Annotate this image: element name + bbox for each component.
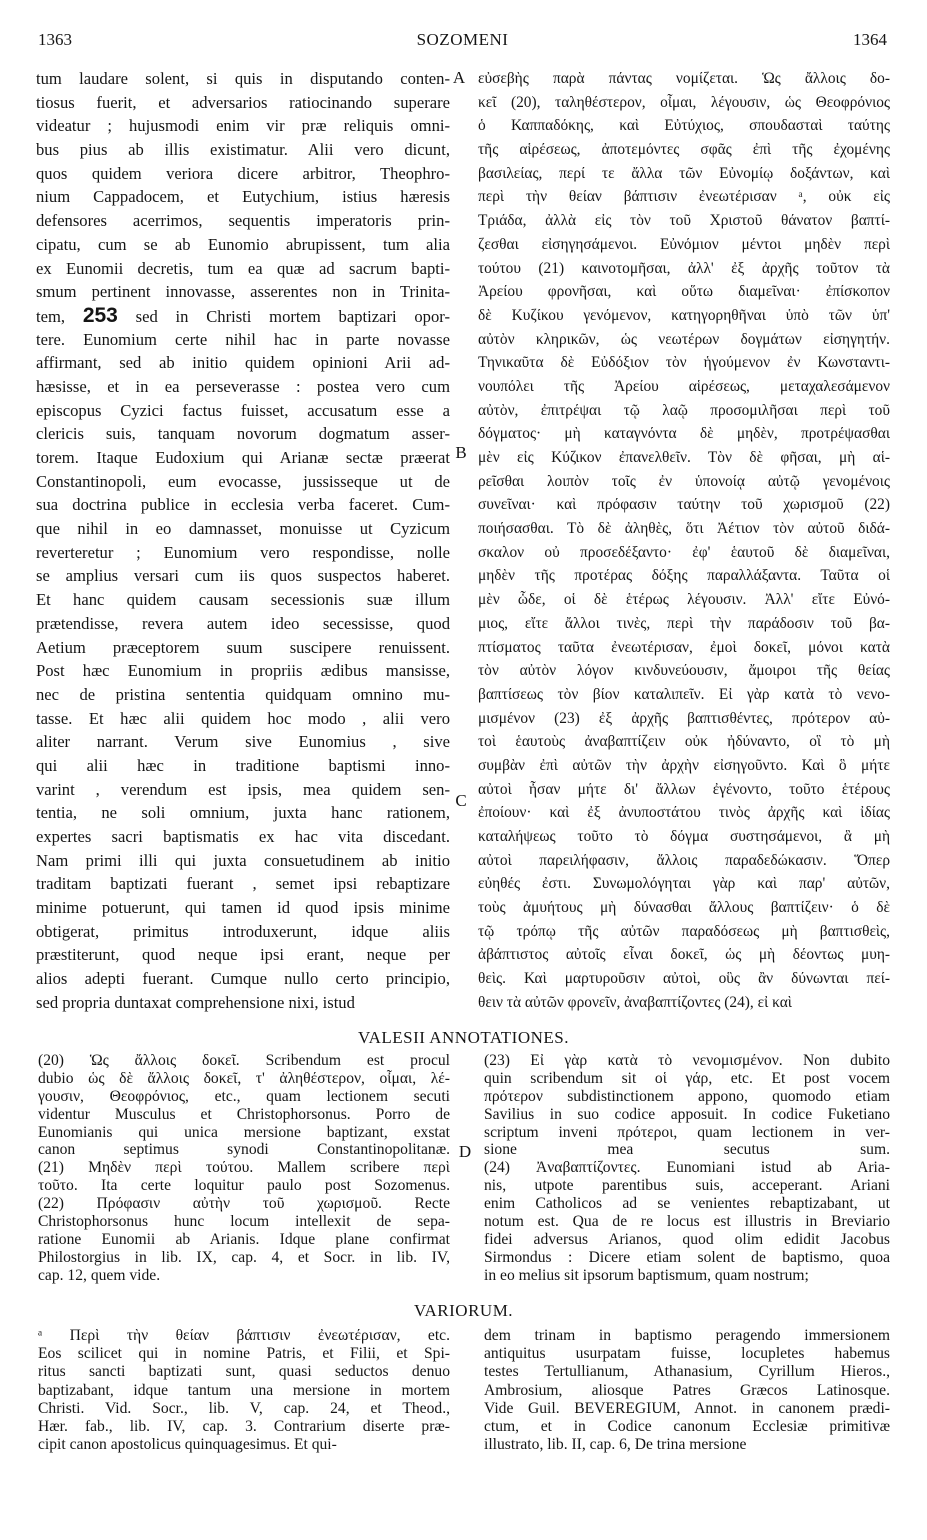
variorum-line: testes Tertullianum, Athanasium, Cyrillum Hieros.,: [484, 1363, 890, 1381]
greek-text-line: αὐτὸν κληρικῶν, ὡς νεωτέρων δογμάτων εἰσηγητήν.: [478, 330, 890, 348]
annotation-line: nis, utpote parentibus suis, acceperant. Ariani: [484, 1177, 890, 1195]
greek-text-line: μὲν εἰς Κύζικον ἐπανελθεῖν. Τὸν δὲ φῆσαι, μὴ αἱ-: [478, 449, 890, 466]
annotation-line: Savilius in suo codice apposuit. In codice Fuketiano: [484, 1105, 890, 1123]
latin-text-line: episcopus Cyzici factus fuisset, accusatum esse a: [36, 400, 450, 420]
greek-text-line: εὐσεβὴς παρὰ πάντας νομίζεται. Ὡς ἄλλοις δο-: [478, 70, 890, 87]
greek-text-line: μηδὲν τῆς προτέρας δόξης παραλλάξαντα. Ταῦτα οἱ: [478, 567, 890, 585]
latin-text-line: varint , verendum est ipsis, mea quidem sen-: [36, 779, 450, 799]
greek-text-line: τοὶ ἑαυτοὺς ἀναβαπτίζειν οὐκ ἠδύναντο, οἳ τὸ μὴ: [478, 733, 890, 751]
greek-text-line: νουπόλει τῆς Ἀρείου αἱρέσεως, μεταχαλεσάμενον: [478, 377, 890, 395]
greek-text-line: κεῖ (20), ταληθέστερον, οἶμαι, λέγουσιν, ὡς Θεοφρόνιος: [478, 93, 890, 111]
latin-text-line: [36, 304, 450, 328]
annotation-line: cap. 12, quem vide.: [38, 1266, 161, 1284]
latin-text-line: Nam primi illi qui juxta consuetudinem ab initio: [36, 850, 450, 870]
margin-letter-a: A: [452, 68, 466, 87]
annotation-line: Sirmondus : Dicere etiam solent de baptismo, quoa: [484, 1248, 890, 1266]
greek-text-line: τὸν αὐτὸν λόγον κινδυνεύουσιν, ἄμοιροι τῆς θείας: [478, 662, 890, 680]
variorum-line: antiquitus usurpatam fuisse, locupletes habemus: [484, 1345, 890, 1363]
variorum-line: dem trinam in baptismo peragendo immersionem: [484, 1327, 890, 1344]
latin-text-line: smum pertinent innovasse, asserentes non in Trinita-: [36, 282, 450, 302]
annotation-line: Christophorsonus hunc locum intellexit de sepa-: [38, 1213, 450, 1231]
latin-text-line: obtigerat, primitus introduxerunt, idque aliis: [36, 921, 450, 941]
greek-text-line: αὐτοὶ ἦσαν μήτε δι' ἄλλων ἐγένοντο, τοῦτο ἑτέρους: [478, 780, 890, 798]
greek-text-line: μὲν ὧδε, οἱ δὲ ἑτέρως λέγουσιν. Ἀλλ' εἴτε Εὐνό-: [478, 591, 890, 609]
annotation-line: Philostorgius in lib. IX, cap. 4, et Socr. in lib. IV,: [38, 1248, 450, 1266]
latin-text-line: affirmant, sed ab initio quidem opinioni Arii ad-: [36, 353, 450, 373]
greek-text-line: ἐποίουν· καὶ ἐξ ἀνυποστάτου τινὸς ἀρχῆς καὶ ἰδίας: [478, 804, 890, 822]
greek-text-line: μισμένον (23) ἐξ ἀρχῆς βαπτισθέντες, πρότερον αὐ-: [478, 709, 890, 727]
greek-text-line: ρεῖσθαι λοιπὸν τοῖς ἐν ὑπονοίᾳ αὐτῷ γενομένοις: [478, 472, 890, 490]
latin-text-line: qui alii hæc in traditione baptismi inno-: [36, 755, 450, 775]
greek-text-line: βασιλείας, περί τε ἄλλα τῶν Εὐνομίῳ δοξάντων, καὶ: [478, 164, 890, 182]
annotation-line: (24) Ἀναβαπτίζοντες. Eunomiani istud ab Aria-: [484, 1159, 890, 1177]
greek-text-line: πτίσματος ταῦτα ἐνεωτέρισαν, ἐμοὶ δοκεῖ, μόνοι κατὰ: [478, 638, 890, 656]
greek-text-line: δόγματος· μὴ καταγνόντα δὲ μηδὲν, προτρέψασθαι: [478, 425, 890, 443]
greek-text-line: θεὶς. Καὶ μαρτυροῦσιν αὐτοὶ, οὓς ἂν δύνωνται πεί-: [478, 970, 890, 988]
running-title: SOZOMENI: [416, 30, 509, 49]
variorum-right-column: [484, 1327, 890, 1454]
greek-text-line: δὲ Κυζίκου γενόμενον, κατηγορηθῆναι ὑπὸ τῶν ὑπ': [478, 306, 890, 324]
latin-text-line: nium Cappadocem, et Eutychium, istius hæresis: [36, 187, 450, 207]
greek-text-line: ὁ Καππαδόκης, καὶ Εὐτύχιος, σπουδασταὶ ταύτης: [478, 117, 890, 135]
latin-text-line: que nihil in eo damnasset, monuisse ut Cyzicum: [36, 519, 450, 539]
greek-text-line: συνεῖναι· καὶ πρόφασιν ταύτην τοῦ χωρισμοῦ (22): [478, 496, 890, 514]
latin-text-line: bus pius ab illis existimatur. Alii vero dicunt,: [36, 140, 450, 160]
variorum-title: VARIORUM.: [413, 1301, 514, 1320]
page-header: [38, 30, 887, 56]
latin-text-line: tere. Eunomium certe nihil hac in parte novasse: [36, 329, 450, 349]
greek-text-line: εὐηθές ἐστι. Συνωμολόγηται γὰρ καὶ παρ' αὐτῶν,: [478, 875, 890, 893]
annotation-line: fidei adversus Arianos, quod olim edidit Jacobus: [484, 1230, 890, 1248]
annotation-line: γουσιν, Θεοφρόνιος, etc., quam lectionem secuti: [38, 1087, 450, 1105]
latin-text-line: aliter narrant. Verum sive Eunomius , sive: [36, 732, 450, 752]
variorum-line: cipit canon apostolicus quinquagesimus. Et qui-: [38, 1436, 337, 1454]
annotation-line: videntur Musculus et Christophorsonus. Porro de: [38, 1105, 450, 1123]
annotations-title: VALESII ANNOTATIONES.: [358, 1028, 569, 1047]
variorum-line: baptizabant, idque tantum una mersione in mortem: [38, 1381, 450, 1399]
greek-column: [478, 67, 890, 1015]
left-page-number: 1363: [38, 30, 72, 49]
original-page-number: 253: [82, 303, 118, 327]
latin-text-line: cipatu, cum se ab Eunomio abrupissent, tum alia: [36, 234, 450, 254]
greek-text-line: Ἀρείου φρονῆσαι, καὶ οὕτω διαμεῖναι· ἐπίσκοπον: [478, 283, 890, 301]
greek-text-line: βαπτίσεως τὸν βίον καταλιπεῖν. Εἰ γὰρ κατὰ τὸ νενο-: [478, 685, 890, 703]
latin-text-line: minime potuerunt, qui tamen id quod ipsis minime: [36, 898, 450, 918]
margin-letter-d: D: [458, 1142, 472, 1161]
greek-text-line: σκαλον οὐ προσεδέξαντο· ἐφ' ἑαυτοῦ δὲ διαμεῖναι,: [478, 543, 890, 561]
greek-text-line: τῆς αἱρέσεως, ἀποτεμόντες σφᾶς ἐπὶ τῆς ἐχομένης: [478, 141, 890, 159]
variorum-line: Hær. fab., lib. IV, cap. 3. Contrarium diserte præ-: [38, 1417, 450, 1435]
greek-text-line: μιος, εἴτε ἄλλοι τινὲς, περὶ τὴν παράδοσιν τοῦ βα-: [478, 614, 890, 632]
latin-text-line: defensores acerrimos, sequentis imperatoris prin-: [36, 211, 450, 231]
greek-text-line: συμβὰν ἐπὶ αὐτῶν τὴν ἀρχὴν εἰσηγοῦντο. Καὶ ὃ μήτε: [478, 756, 890, 774]
latin-text-line: clericis suis, tanquam novorum dogmatum asser-: [36, 424, 450, 444]
latin-line-prefix: tem,: [36, 306, 83, 326]
variorum-line: ritus sancti baptizati sunt, quasi seductos denuo: [38, 1363, 450, 1381]
greek-text-line: ποιήσασθαι. Τὸ δὲ ἀληθὲς, ὅτι Ἀέτιον τὸν αὐτοῦ διδά-: [478, 520, 890, 538]
annotation-line: dubio ὡς δὲ ἄλλοις δοκεῖ, τ' ἀληθέστερον, οἶμαι, λέ-: [38, 1069, 450, 1087]
greek-text-line: τῷ τρόπῳ τῆς αὐτῶν παραδόσεως μὴ βαπτισθεὶς,: [478, 922, 890, 940]
latin-text-line: prætendisse, revera autem ideo secessisse, quod: [36, 613, 450, 633]
greek-text-line: περὶ τὴν θείαν βάπτισιν ἐνεωτέρισαν ᵃ, οὐκ εἰς: [478, 188, 890, 206]
greek-text-line: αὐτὸν, ἐπιτρέψαι τῷ λαῷ προσομιλῆσαι περὶ τοῦ: [478, 401, 890, 419]
annotation-line: sione mea secutus sum.: [484, 1141, 890, 1159]
variorum-line: Christi. Vid. Socr., lib. V, cap. 24, et Theod.,: [38, 1399, 450, 1417]
annotation-line: ratione Eunomii ab Arianis. Idque plane confirmat: [38, 1230, 450, 1248]
variorum-line: illustrato, lib. II, cap. 6, De trina mersione: [484, 1436, 747, 1454]
latin-line-rest: sed in Christi mortem baptizari opor-: [117, 306, 450, 326]
latin-text-line: tentia, ne soli omnium, juxta hanc rationem,: [36, 803, 450, 823]
latin-text-line: præstiterunt, quod neque ipsi erant, neque per: [36, 945, 450, 965]
latin-text-line: quos quidem veriora dicere arbitror, Theophro-: [36, 163, 450, 183]
latin-text-line: ex Eunomii decretis, tum ea quæ ad sacrum bapti-: [36, 258, 450, 278]
annotation-line: Eunomianis qui unica mersione baptizant, exstat: [38, 1123, 450, 1141]
right-page-number: 1364: [853, 30, 887, 49]
annotation-line: (23) Εἰ γὰρ κατὰ τὸ νενομισμένον. Non dubito: [484, 1052, 890, 1069]
annotation-line: (20) Ὡς ἄλλοις δοκεῖ. Scribendum est procul: [38, 1052, 450, 1069]
latin-text-line: reverteretur ; Eunomium vero respondisse, nolle: [36, 542, 450, 562]
annotation-line: enim Catholicos ad se venientes rebaptizabant, ut: [484, 1195, 890, 1213]
greek-text-line: ζεσθαι εἰσηγησάμενοι. Εὐνόμιον μέντοι μηδὲν περὶ: [478, 235, 890, 253]
annotation-line: (21) Μηδὲν περὶ τούτου. Mallem scribere περὶ: [38, 1159, 450, 1177]
annotations-right-column: [484, 1052, 890, 1285]
latin-text-line: Aetium præceptorem suum suscipere renuissent.: [36, 637, 450, 657]
annotation-line: (22) Πρόφασιν αὐτὴν τοῦ χωρισμοῦ. Recte: [38, 1195, 450, 1213]
latin-text-line: torem. Itaque Eudoxium qui Arianæ sectæ præerat: [36, 448, 450, 467]
latin-text-line: videatur ; hujusmodi enim vir præ reliquis omni-: [36, 116, 450, 136]
greek-text-line: Τηνικαῦτα δὲ Εὐδόξιον τὸν ἡγούμενον ἐν Κωνσταντι-: [478, 354, 890, 372]
latin-text-line: tum laudare solent, si quis in disputando conten-: [36, 69, 450, 88]
latin-text-line: tiosus fuerit, et adversarios ratiocinando superare: [36, 92, 450, 112]
variorum-line: Vide Guil. BEVEREGIUM, Annot. in canonem prædi-: [484, 1399, 890, 1417]
variorum-left-column: [38, 1327, 450, 1454]
latin-text-line: Post hæc Eunomium in propriis ædibus mansisse,: [36, 661, 450, 681]
latin-text-line: Et hanc quidem causam secessionis suæ illum: [36, 590, 450, 610]
latin-text-line: hæsisse, et in ea perseverasse : postea vero cum: [36, 376, 450, 396]
variorum-line: ᵃ Περὶ τὴν θείαν βάπτισιν ἐνεωτέρισαν, etc.: [38, 1327, 450, 1344]
latin-text-line: traditam baptizati fuerant , semet ipsi rebaptizare: [36, 874, 450, 894]
margin-letter-b: B: [455, 443, 467, 462]
latin-text-line: Constantinopoli, eum evocasse, jussisseque ut de: [36, 471, 450, 491]
greek-text-line: τοὺς ἀμυήτους μὴ δύνασθαι ἄλλους βαπτίζειν· ὁ δὲ: [478, 899, 890, 917]
annotations-left-column: [38, 1052, 450, 1285]
latin-text-line: se amplius versari cum iis quos suspectos haberet.: [36, 566, 450, 586]
annotation-line: τοῦτο. Ita certe loquitur paulo post Sozomenus.: [38, 1177, 450, 1195]
greek-text-line: ἀβάπτιστος αὐτοῖς εἶναι δοκεῖ, ὡς μὴ δέοντως μυη-: [478, 946, 890, 964]
greek-text-line: Τριάδα, ἀλλὰ εἰς τὸν τοῦ Χριστοῦ θάνατον βαπτί-: [478, 212, 890, 230]
variorum-line: Eos scilicet qui in nomine Patris, et Filii, et Spi-: [38, 1345, 450, 1363]
greek-text-line: θειν τὰ αὐτῶν φρονεῖν, ἀναβαπτίζοντες (24), εἰ καὶ: [478, 993, 792, 1011]
latin-text-line: sua doctrina publice in ecclesia verba faceret. Cum-: [36, 495, 450, 515]
latin-text-line: nec de pristina sententia quidquam omnino mu-: [36, 684, 450, 704]
latin-text-line: alios adepti fuerant. Cumque nullo certo principio,: [36, 969, 450, 989]
latin-text-line: expertes sacri baptismatis ex hac vita discedant.: [36, 827, 450, 846]
margin-letter-c: C: [455, 791, 467, 810]
annotation-line: πρότερον subdistinctionem appono, quomodo etiam: [484, 1087, 890, 1105]
latin-column: [36, 67, 450, 1015]
annotation-line: scriptum inveni πρότεροι, quam lectionem in ver-: [484, 1123, 890, 1141]
latin-text-line: tasse. Et hæc alii quidem hoc modo , alii vero: [36, 708, 450, 728]
annotation-line: quin scribendum sit οἱ γάρ, etc. Et post vocem: [484, 1069, 890, 1087]
variorum-line: Ambrosium, aliosque Patres Græcos Latinosque.: [484, 1381, 890, 1399]
annotation-line: notum est. Qua de re locus est illustris in Breviario: [484, 1213, 890, 1231]
greek-text-line: τούτου (21) καινοτομῆσαι, ἀλλ' ἐξ ἀρχῆς τοῦτον τὰ: [478, 259, 890, 277]
annotation-line: in eo melius sit ipsorum baptismum, quam nostrum;: [484, 1266, 809, 1284]
variorum-line: ctum, et in Codice canonum Ecclesiæ primitivæ: [484, 1417, 890, 1435]
annotation-line: canon septimus synodi Constantinopolitanæ.: [38, 1141, 450, 1159]
latin-text-line: sed propria duntaxat comprehensione nixi, istud: [36, 992, 355, 1012]
greek-text-line: αὐτοὶ παρειλήφασιν, ἄλλοις παραδεδώκασιν. Ὅπερ: [478, 851, 890, 869]
greek-text-line: καταλήψεως τοῦτο τὸ δόγμα συστησάμενοι, ἃ μὴ: [478, 828, 890, 845]
